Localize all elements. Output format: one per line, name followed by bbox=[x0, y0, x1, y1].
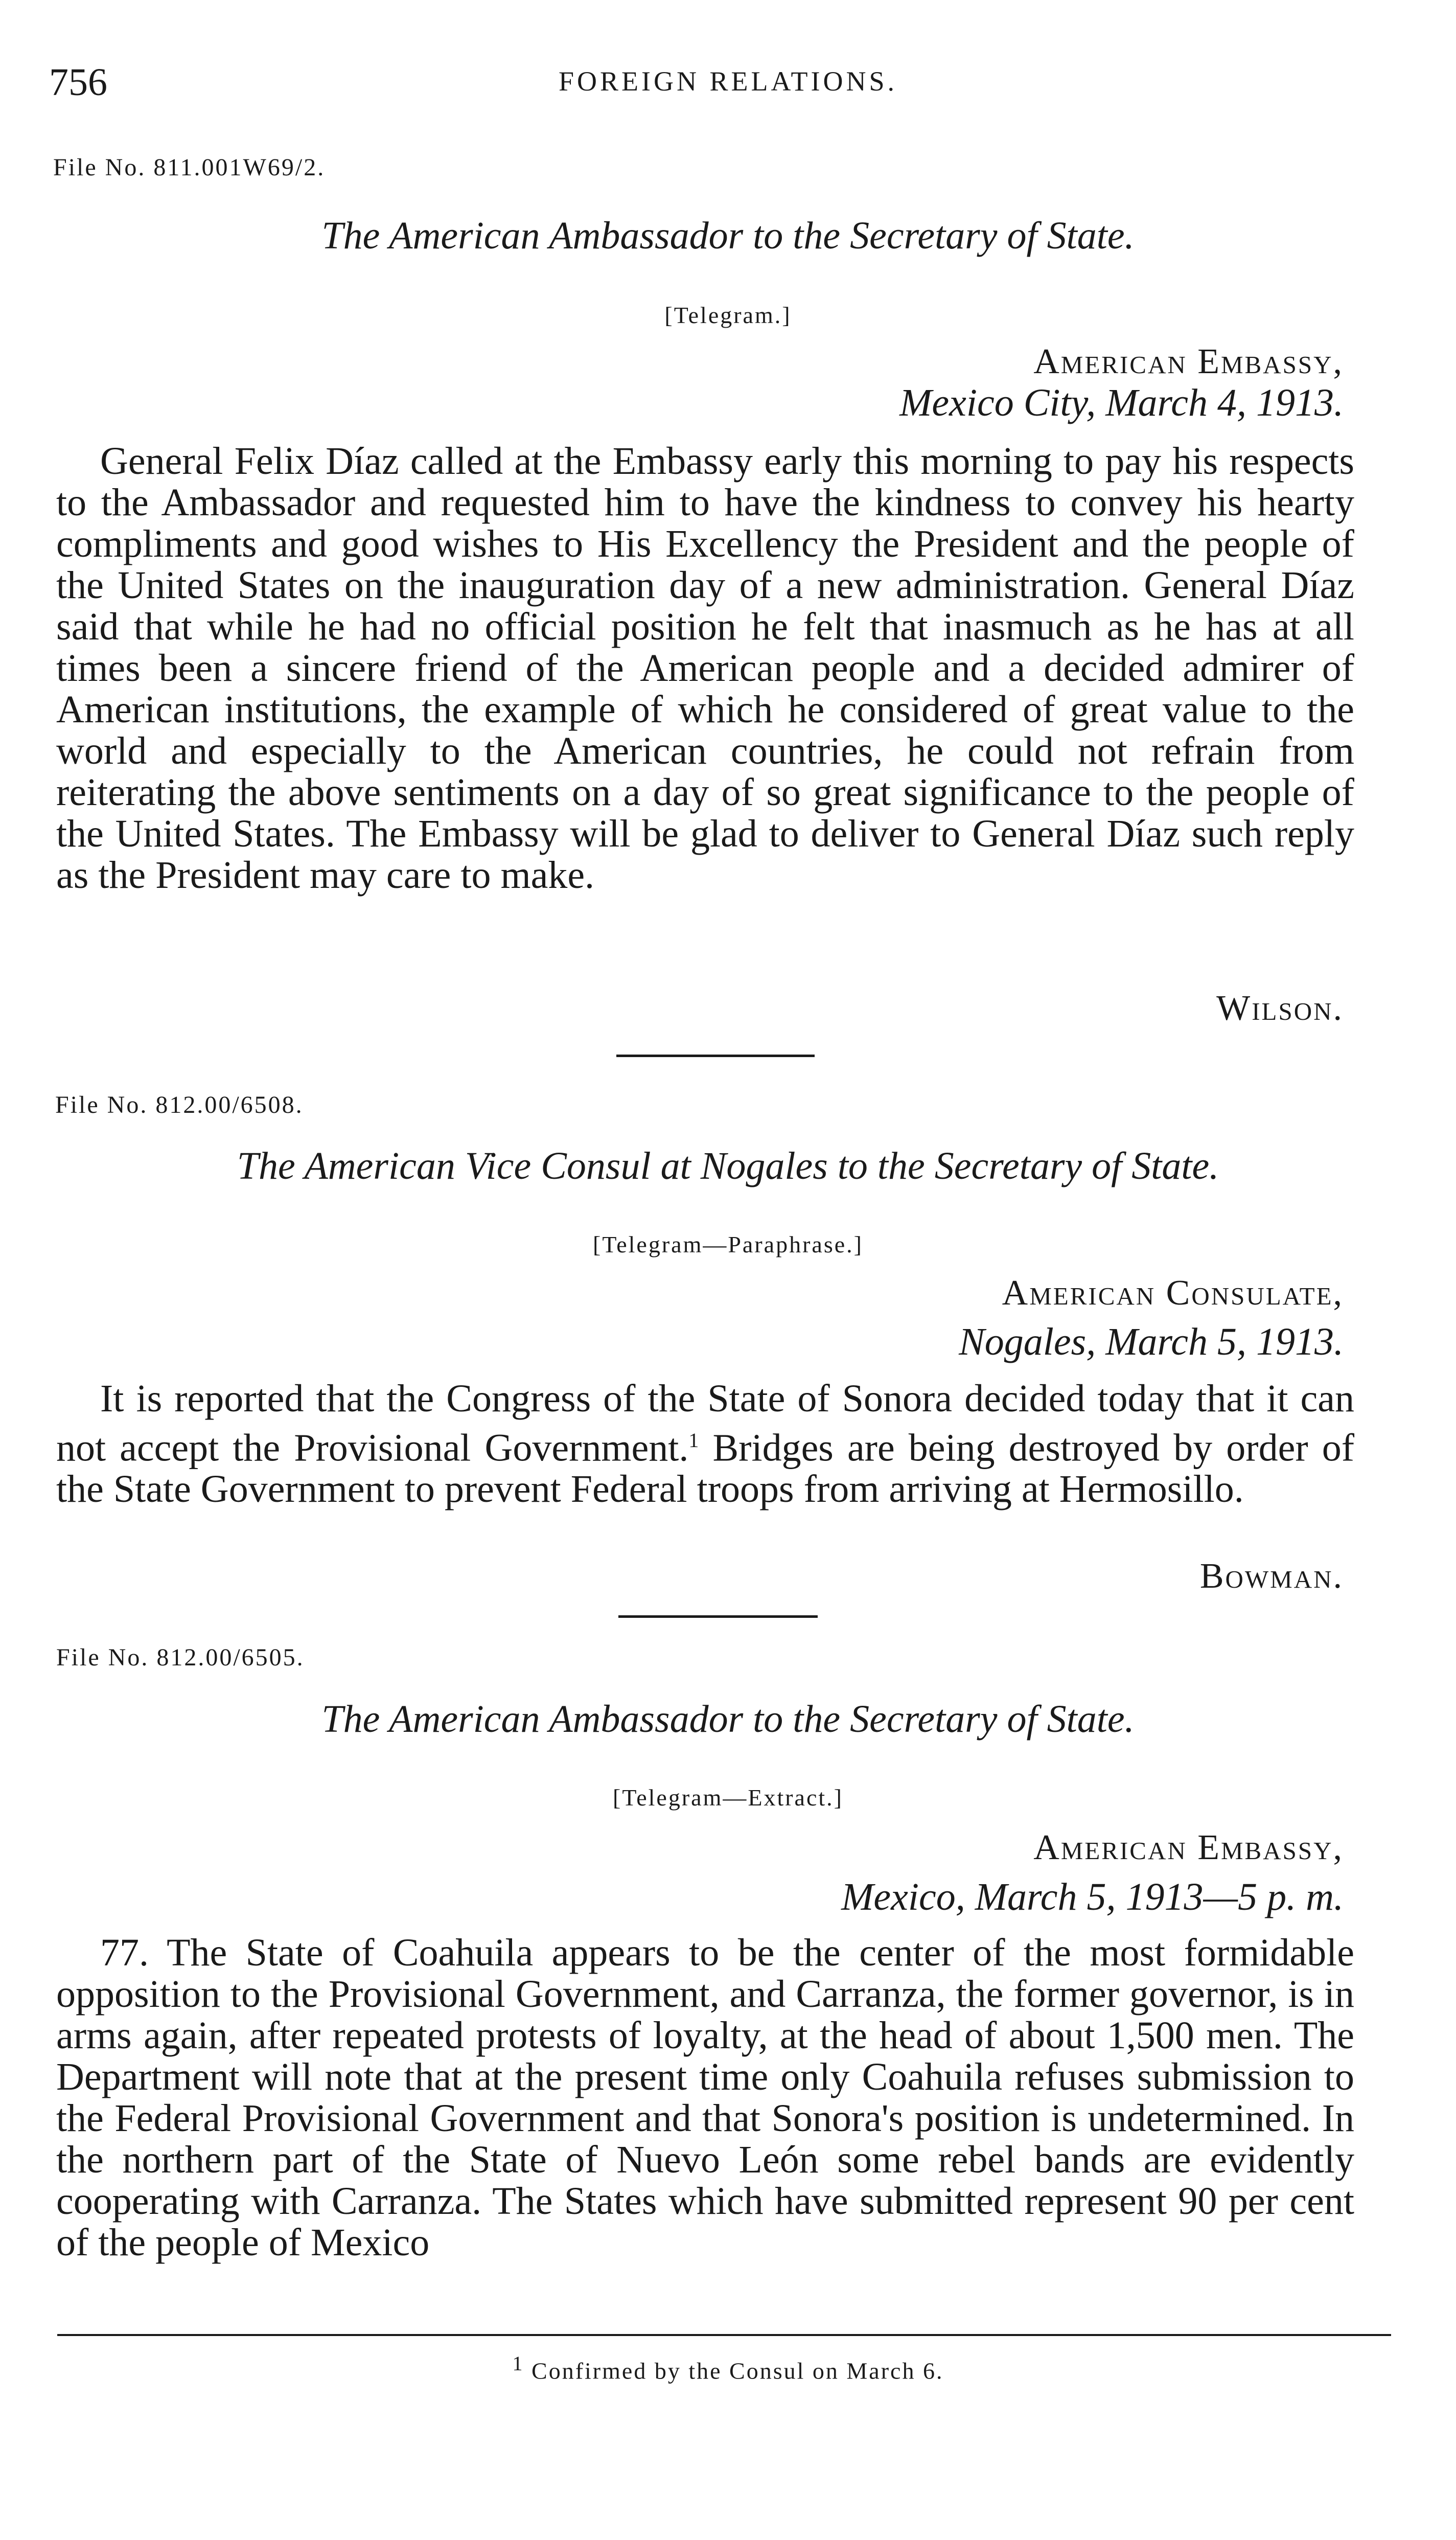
body-text: It is reported that the Congress of the State of Sonora decided today that it can not accept the Provisional Government. bbox=[56, 1377, 1354, 1470]
file-number: File No. 812.00/6505. bbox=[56, 1644, 305, 1671]
sender-place: American Consulate, bbox=[1002, 1273, 1344, 1313]
body-text: Bridges are being destroyed by order of the State Government to prevent Federal troops from arriving at Hermosillo. bbox=[56, 1426, 1354, 1511]
footnote bbox=[0, 2351, 1456, 2384]
file-number: File No. 811.001W69/2. bbox=[53, 154, 326, 181]
telegram-body: 77. The State of Coahuila appears to be the center of the most formidable opposition to the Provisional Government, and Carranza, the former governor, is in arms again, after repeated protests of loyalty, at the head of about 1,500 men. The Department will note that at the present time only Coahuila refuses submission to the Federal Provisional Government and that Sonora's position is undetermined. In the northern part of the State of Nuevo León some rebel bands are evidently cooperating with Carranza. The States which have submitted represent 90 per cent of the people of Mexico bbox=[56, 1931, 1354, 2264]
telegram-body: General Felix Díaz called at the Embassy early this morning to pay his respects to the Ambassador and requested him to have the kindness to convey his hearty compliments and good wishes to His Excellency the President and the people of the United States on the inauguration day of a new administration. General Díaz said that while he had no official position he felt that inasmuch as he has at all times been a sincere friend of the American people and a decided admirer of American institutions, the example of which he considered of great value to the world and especially to the American countries, he could not refrain from reiterating the above sentiments on a day of so great significance to the people of the United States. The Embassy will be glad to deliver to General Díaz such reply as the President may care to make. bbox=[56, 440, 1354, 897]
footnote-reference: 1 bbox=[688, 1429, 699, 1452]
page-number: 756 bbox=[49, 61, 107, 104]
telegram-tag: [Telegram—Extract.] bbox=[613, 1784, 843, 1811]
running-head: FOREIGN RELATIONS. bbox=[558, 66, 897, 97]
sender-place: American Embassy, bbox=[1033, 342, 1344, 381]
telegram-tag: [Telegram.] bbox=[664, 302, 792, 328]
footnote-marker: 1 bbox=[512, 2352, 524, 2375]
section-divider bbox=[618, 1615, 818, 1618]
sender-place: American Embassy, bbox=[1033, 1828, 1344, 1867]
file-number: File No. 812.00/6508. bbox=[55, 1091, 304, 1118]
dateline: Mexico, March 5, 1913—5 p. m. bbox=[841, 1875, 1344, 1918]
telegram-body bbox=[56, 1378, 1354, 1510]
section-divider bbox=[616, 1055, 815, 1057]
document-title: The American Ambassador to the Secretary of State. bbox=[321, 1698, 1135, 1741]
dateline: Nogales, March 5, 1913. bbox=[959, 1320, 1344, 1363]
document-title: The American Ambassador to the Secretary of State. bbox=[321, 214, 1135, 257]
dateline: Mexico City, March 4, 1913. bbox=[899, 381, 1344, 424]
signature: Bowman. bbox=[1199, 1557, 1344, 1596]
telegram-tag: [Telegram—Paraphrase.] bbox=[593, 1231, 863, 1257]
signature: Wilson. bbox=[1216, 989, 1344, 1028]
footnote-text: Confirmed by the Consul on March 6. bbox=[524, 2358, 944, 2384]
document-title: The American Vice Consul at Nogales to the Secretary of State. bbox=[237, 1145, 1219, 1187]
footnote-rule bbox=[57, 2334, 1391, 2336]
